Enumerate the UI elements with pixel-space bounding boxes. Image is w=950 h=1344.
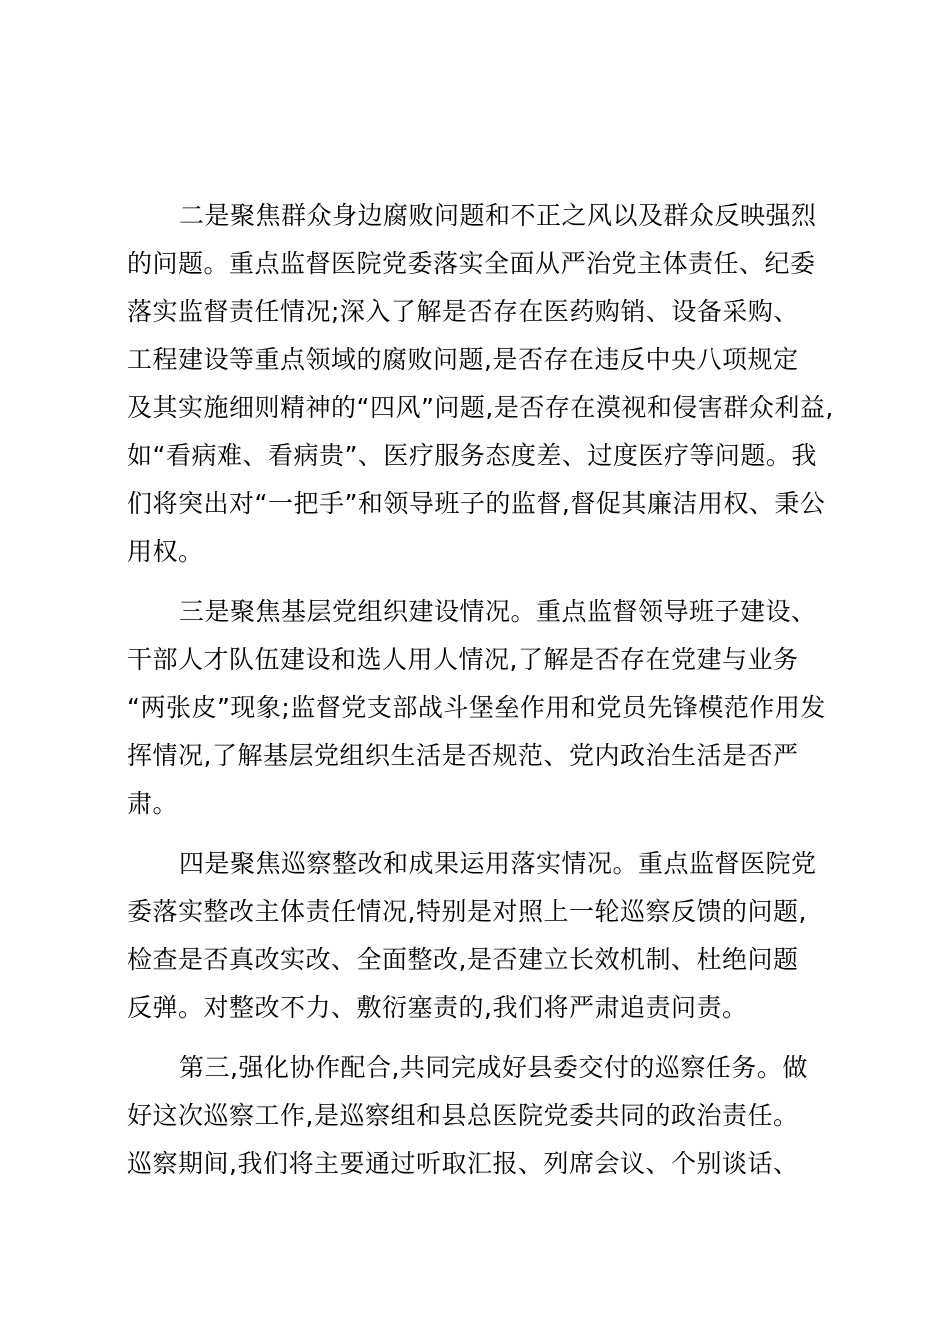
text-line: 反弹。对整改不力、敷衍塞责的,我们将严肃追责问责。 [127, 993, 748, 1022]
paragraph-spacing [127, 828, 827, 840]
text-line: 第三,强化协作配合,共同完成好县委交付的巡察任务。做 [179, 1053, 808, 1082]
text-line: 干部人才队伍建设和选人用人情况,了解是否存在党建与业务 [127, 645, 799, 674]
paragraph-focus-rectification [127, 840, 827, 1032]
text-line: 四是聚焦巡察整改和成果运用落实情况。重点监督医院党 [179, 849, 817, 878]
text-line: 三是聚焦基层党组织建设情况。重点监督领导班子建设、 [179, 597, 817, 626]
text-line: 落实监督责任情况;深入了解是否存在医药购销、设备采购、 [127, 297, 799, 326]
paragraph-third-cooperation [127, 1044, 827, 1188]
text-line: 用权。 [127, 537, 204, 566]
document-body [127, 192, 834, 1188]
text-line: 如“看病难、看病贵”、医疗服务态度差、过度医疗等问题。我 [127, 441, 817, 470]
text-line: 二是聚焦群众身边腐败问题和不正之风以及群众反映强烈 [179, 201, 817, 230]
text-line: 委落实整改主体责任情况,特别是对照上一轮巡察反馈的问题, [127, 897, 807, 926]
paragraph-focus-party-organization [127, 588, 827, 828]
text-line: 好这次巡察工作,是巡察组和县总医院党委共同的政治责任。 [127, 1101, 799, 1130]
text-line: 们将突出对“一把手”和领导班子的监督,督促其廉洁用权、秉公 [127, 489, 826, 518]
text-line: 检查是否真改实改、全面整改,是否建立长效机制、杜绝问题 [127, 945, 799, 974]
text-line: 肃。 [127, 789, 179, 818]
text-line: 及其实施细则精神的“四风”问题,是否存在漠视和侵害群众利益, [127, 393, 834, 422]
text-line: 的问题。重点监督医院党委落实全面从严治党主体责任、纪委 [127, 249, 816, 278]
text-line: 挥情况,了解基层党组织生活是否规范、党内政治生活是否严 [127, 741, 799, 770]
text-line: 工程建设等重点领域的腐败问题,是否存在违反中央八项规定 [127, 345, 799, 374]
text-line: “两张皮”现象;监督党支部战斗堡垒作用和党员先锋模范作用发 [127, 693, 826, 722]
paragraph-spacing [127, 576, 827, 588]
paragraph-focus-corruption [127, 192, 834, 576]
text-line: 巡察期间,我们将主要通过听取汇报、列席会议、个别谈话、 [127, 1149, 799, 1178]
paragraph-spacing [127, 1032, 827, 1044]
